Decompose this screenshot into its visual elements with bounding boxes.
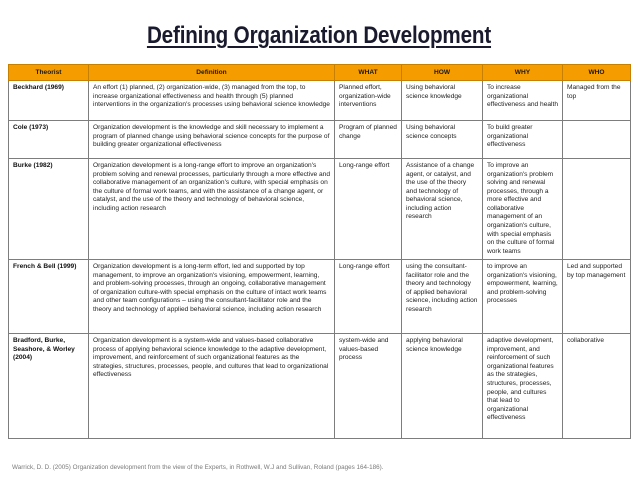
theorist-cell: Cole (1973) [9, 121, 89, 159]
who-cell: collaborative [563, 334, 631, 439]
definitions-table [8, 64, 631, 439]
what-cell: Program of planned change [335, 121, 402, 159]
theorist-cell: Burke (1982) [9, 159, 89, 260]
why-cell: To increase organizational effectiveness and health [483, 81, 563, 121]
theorist-cell: Beckhard (1969) [9, 81, 89, 121]
who-cell: Managed from the top [563, 81, 631, 121]
who-cell [563, 121, 631, 159]
what-cell: Long-range effort [335, 260, 402, 334]
how-cell: applying behavioral science knowledge [402, 334, 483, 439]
header-definition: Definition [89, 65, 335, 81]
who-cell [563, 159, 631, 260]
how-cell: using the consultant-facilitator role and the theory and technology of applied behavioral science, including action research [402, 260, 483, 334]
table-row [9, 159, 631, 260]
how-cell: Assistance of a change agent, or catalyst, and the use of the theory and technology of behavioral science, including action research [402, 159, 483, 260]
what-cell: Long-range effort [335, 159, 402, 260]
how-cell: Using behavioral science knowledge [402, 81, 483, 121]
header-what: WHAT [335, 65, 402, 81]
table-row [9, 334, 631, 439]
header-how: HOW [402, 65, 483, 81]
how-cell: Using behavioral science concepts [402, 121, 483, 159]
who-cell: Led and supported by top management [563, 260, 631, 334]
header-who: WHO [563, 65, 631, 81]
why-cell: To improve an organization's problem solving and renewal processes, through a more effective and collaborative management of an organization's culture, with special emphasis on the culture of formal work teams [483, 159, 563, 260]
what-cell: Planned effort, organization-wide interventions [335, 81, 402, 121]
header-why: WHY [483, 65, 563, 81]
definition-cell: Organization development is a long-range effort to improve an organization's problem solving and renewal processes, particularly through a more effective and collaborative management of an organization's culture, with special emphasis on the culture of formal work teams, and with the assistance of a change agent, or catalyst, and the use of the theory and technology of behavioral science, including action research [89, 159, 335, 260]
table-row [9, 121, 631, 159]
definition-cell: Organization development is a system-wide and values-based collaborative process of applying behavioral science knowledge to the adaptive development, improvement, and reinforcement of such organizational features as the strategies, structures, processes, people, and cultures that lead to organizational effectiveness [89, 334, 335, 439]
table-header-row [9, 65, 631, 81]
why-cell: adaptive development, improvement, and reinforcement of such organizational features as the strategies, structures, processes, people, and cultures that lead to organizational effectiveness [483, 334, 563, 439]
theorist-cell: French & Bell (1999) [9, 260, 89, 334]
page-title: Defining Organization Development [146, 22, 492, 49]
table-row [9, 81, 631, 121]
definition-cell: An effort (1) planned, (2) organization-wide, (3) managed from the top, to increase organizational effectiveness and health through (5) planned interventions in the organization's processes using behavioral science knowledge [89, 81, 335, 121]
why-cell: to improve an organization's visioning, empowerment, learning, and problem-solving processes [483, 260, 563, 334]
definition-cell: Organization development is the knowledge and skill necessary to implement a program of planned change using behavioral science concepts for the purpose of building greater organizational effectiveness [89, 121, 335, 159]
theorist-cell: Bradford, Burke, Seashore, & Worley (2004) [9, 334, 89, 439]
table-row [9, 260, 631, 334]
citation: Warrick, D. D. (2005) Organization development from the view of the Experts, in Rothwell, W.J and Sullivan, Roland (pages 164-186). [12, 464, 384, 471]
what-cell: system-wide and values-based process [335, 334, 402, 439]
why-cell: To build greater organizational effectiveness [483, 121, 563, 159]
definition-cell: Organization development is a long-term effort, led and supported by top management, to improve an organization's visioning, empowerment, learning, and problem-solving processes, through an ongoing, collaborative management of organization culture-with special emphasis on the culture of intact work teams and other team configurations – using the consultant-facilitator role and the theory and technology of applied behavioral science, including action research [89, 260, 335, 334]
header-theorist: Theorist [9, 65, 89, 81]
